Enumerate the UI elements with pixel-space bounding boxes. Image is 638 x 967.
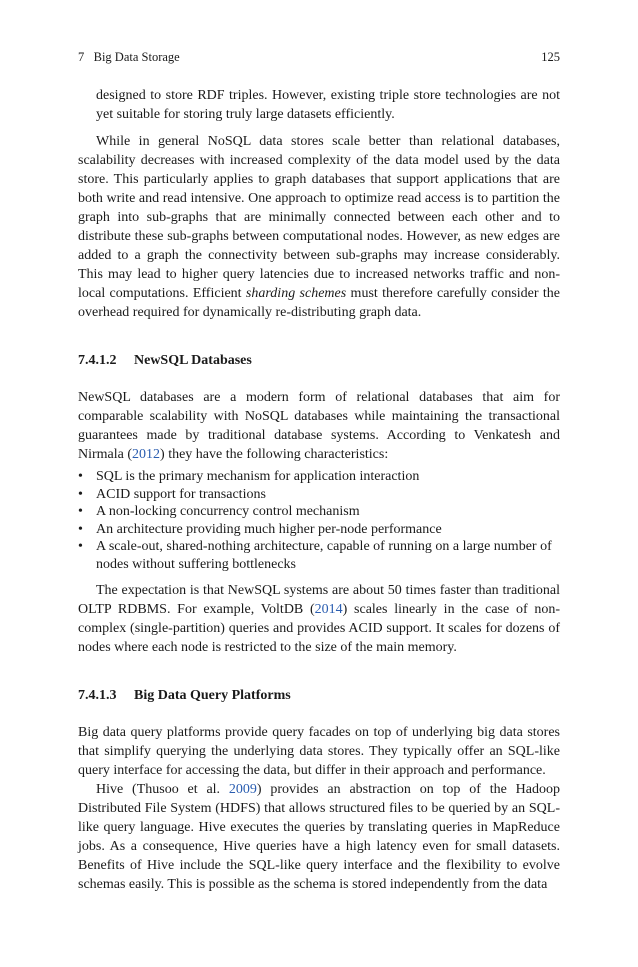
newsql-intro-paragraph: NewSQL databases are a modern form of relational databases that aim for comparable scalability with NoSQL databases while maintaining the transactional guarantees made by traditional database systems. According to Venkatesh and Nirmala (2012) they have the following characteristics: (78, 390, 560, 462)
section-heading-newsql (78, 351, 560, 370)
chapter-title: 7 Big Data Storage (78, 50, 180, 64)
section-number: 7.4.1.2 (78, 353, 117, 368)
page (78, 50, 560, 894)
citation-link-2012[interactable]: 2012 (132, 447, 161, 462)
section-title: NewSQL Databases (134, 353, 252, 368)
section-heading-query-platforms (78, 686, 560, 705)
hive-paragraph: Hive (Thusoo et al. 2009) provides an abstraction on top of the Hadoop Distributed File System (HDFS) that allows structured files to be queried by an SQL-like query language. Hive executes the queries by translating queries in MapReduce jobs. As a consequence, Hive queries have a high latency even for small datasets. Benefits of Hive include the SQL-like query interface and the flexibility to evolve schemas easily. This is possible as the schema is stored independently from the data (78, 782, 560, 892)
sharding-paragraph: While in general NoSQL data stores scale better than relational databases, scalability decreases with increased complexity of the data model used by the data store. This particularly applies to graph databases that support applications that are both write and read intensive. One approach to optimize read access is to partition the graph into sub-graphs that are minimally connected between each other and to distribute these sub-graphs between computational nodes. However, as new edges are added to a graph the connectivity between sub-graphs may increase considerably. This may lead to higher query latencies due to increased networks traffic and non-local computations. Efficient sharding schemes must therefore carefully consider the overhead required for dynamically re-distributing graph data. (78, 134, 560, 320)
list-item: • A non-locking concurrency control mechanism (78, 504, 360, 519)
bullet-icon: • (78, 486, 83, 502)
list-item: • ACID support for transactions (78, 486, 266, 502)
section-title: Big Data Query Platforms (134, 688, 291, 703)
continued-paragraph: designed to store RDF triples. However, existing triple store technologies are not yet suitable for storing truly large datasets efficiently. (96, 88, 560, 122)
section-number: 7.4.1.3 (78, 688, 117, 703)
list-item: • SQL is the primary mechanism for application interaction (78, 469, 420, 484)
characteristics-list (78, 468, 560, 573)
running-head (78, 50, 560, 70)
query-platforms-paragraph: Big data query platforms provide query facades on top of underlying big data stores that simplify querying the underlying data stores. They typically offer an SQL-like query interface for accessing the data, but differ in their approach and performance. (78, 725, 560, 778)
bullet-icon: • (78, 521, 83, 537)
citation-link-2014[interactable]: 2014 (314, 602, 343, 617)
newsql-expectation-paragraph: The expectation is that NewSQL systems are about 50 times faster than traditional OLTP RDBMS. For example, VoltDB (2014) scales linearly in the case of non-complex (single-partition) queries and provides ACID support. It scales for dozens of nodes where each node is restricted to the size of the main memory. (78, 583, 560, 655)
list-item: • An architecture providing much higher per-node performance (78, 521, 442, 537)
emphasis-sharding-schemes: sharding schemes (245, 286, 347, 301)
bullet-icon: • (78, 469, 83, 484)
page-number: 125 (541, 50, 560, 64)
list-item: • A scale-out, shared-nothing architecture, capable of running on a large number of nodes without suffering bottlenecks (78, 539, 552, 572)
citation-link-2009[interactable]: 2009 (228, 782, 257, 797)
bullet-icon: • (78, 504, 83, 519)
bullet-icon: • (78, 539, 83, 554)
